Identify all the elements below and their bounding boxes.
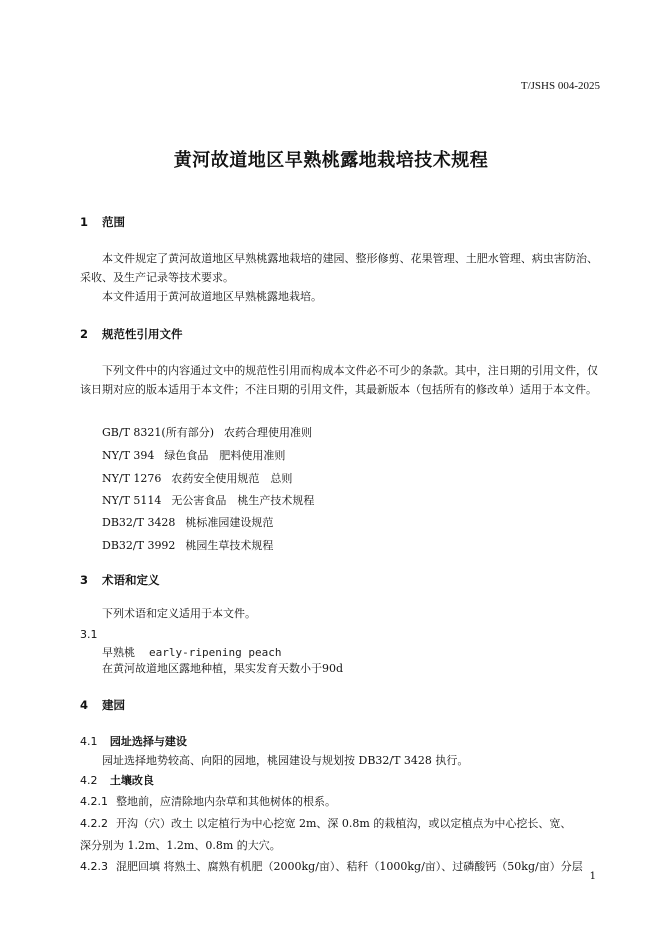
clause-text: 整地前，应清除地内杂草和其他树体的根系。: [116, 795, 336, 808]
section-1-heading: [80, 214, 125, 230]
clause-4-2-2-continued: 深分别为 1.2m、1.2m、0.8m 的大穴。: [80, 839, 281, 852]
reference-item: [102, 492, 314, 508]
clause-number: 4.2.2: [80, 817, 108, 830]
clause-number: 4.2.3: [80, 860, 108, 873]
section-title: 术语和定义: [102, 573, 160, 587]
reference-code: DB32/T 3992: [102, 539, 176, 552]
term-zh: 早熟桃: [102, 646, 135, 659]
reference-title: 无公害食品 桃生产技术规程: [171, 494, 315, 507]
reference-item: [102, 537, 273, 553]
section-2-heading: [80, 326, 183, 342]
term-en: early-ripening peach: [149, 646, 282, 659]
reference-code: GB/T 8321(所有部分): [102, 426, 214, 439]
term-definition: 在黄河故道地区露地种植，果实发育天数小于90d: [102, 662, 344, 675]
clause-text: 混肥回填 将熟土、腐熟有机肥（2000kg/亩）、秸秆（1000kg/亩）、过磷酸钙（50kg/亩）分层: [116, 860, 583, 873]
section-number: 2: [80, 327, 89, 341]
reference-item: [102, 424, 312, 440]
reference-title: 农药合理使用准则: [224, 426, 312, 439]
reference-title: 农药安全使用规范 总则: [171, 472, 293, 485]
clause-4-1-text: 园址选择地势较高、向阳的园地，桃园建设与规划按 DB32/T 3428 执行。: [102, 754, 469, 767]
section-number: 1: [80, 215, 89, 229]
section-title: 建园: [102, 698, 126, 712]
reference-code: NY/T 1276: [102, 472, 162, 485]
terms-intro: 下列术语和定义适用于本文件。: [102, 607, 256, 620]
reference-item: [102, 447, 285, 463]
clause-number: 4.1: [80, 735, 98, 748]
clause-number: 4.2: [80, 774, 98, 787]
clause-title: 园址选择与建设: [109, 735, 187, 748]
document-title: 黄河故道地区早熟桃露地栽培技术规程: [173, 150, 489, 171]
reference-item: [102, 514, 273, 530]
clause-4-2-heading: [80, 772, 154, 788]
reference-code: DB32/T 3428: [102, 516, 176, 529]
clause-4-2-3: [80, 858, 583, 874]
clause-title: 土壤改良: [109, 774, 154, 787]
clause-text: 开沟（穴）改土 以定植行为中心挖宽 2m、深 0.8m 的栽植沟，或以定植点为中心挖长、宽、: [116, 817, 572, 830]
scope-paragraph-2: 本文件适用于黄河故道地区早熟桃露地栽培。: [102, 290, 322, 303]
standard-number: T/JSHS 004-2025: [520, 80, 600, 92]
section-number: 3: [80, 573, 89, 587]
term-entry-number: 3.1: [80, 628, 98, 641]
clause-number: 4.2.1: [80, 795, 108, 808]
page-number: 1: [589, 871, 596, 882]
scope-paragraph-1: 本文件规定了黄河故道地区早熟桃露地栽培的建园、整形修剪、花果管理、土肥水管理、病虫害防治、采收、及生产记录等技术要求。: [80, 252, 598, 284]
reference-item: [102, 470, 292, 486]
reference-code: NY/T 394: [102, 449, 155, 462]
section-number: 4: [80, 698, 89, 712]
normative-intro: 下列文件中的内容通过文中的规范性引用而构成本文件必不可少的条款。其中，注日期的引用文件，仅该日期对应的版本适用于本文件；不注日期的引用文件，其最新版本（包括所有的修改单）适用于本文件。: [80, 364, 598, 396]
clause-4-1-heading: [80, 733, 187, 749]
term-name: [102, 644, 281, 660]
reference-title: 绿色食品 肥料使用准则: [164, 449, 286, 462]
reference-title: 桃园生草技术规程: [185, 539, 274, 552]
reference-code: NY/T 5114: [102, 494, 162, 507]
reference-title: 桃标准园建设规范: [185, 516, 274, 529]
clause-4-2-1: [80, 793, 336, 809]
section-4-heading: [80, 697, 125, 713]
section-title: 规范性引用文件: [102, 327, 183, 341]
clause-4-2-2: [80, 815, 571, 831]
section-3-heading: [80, 572, 160, 588]
section-title: 范围: [102, 215, 126, 229]
